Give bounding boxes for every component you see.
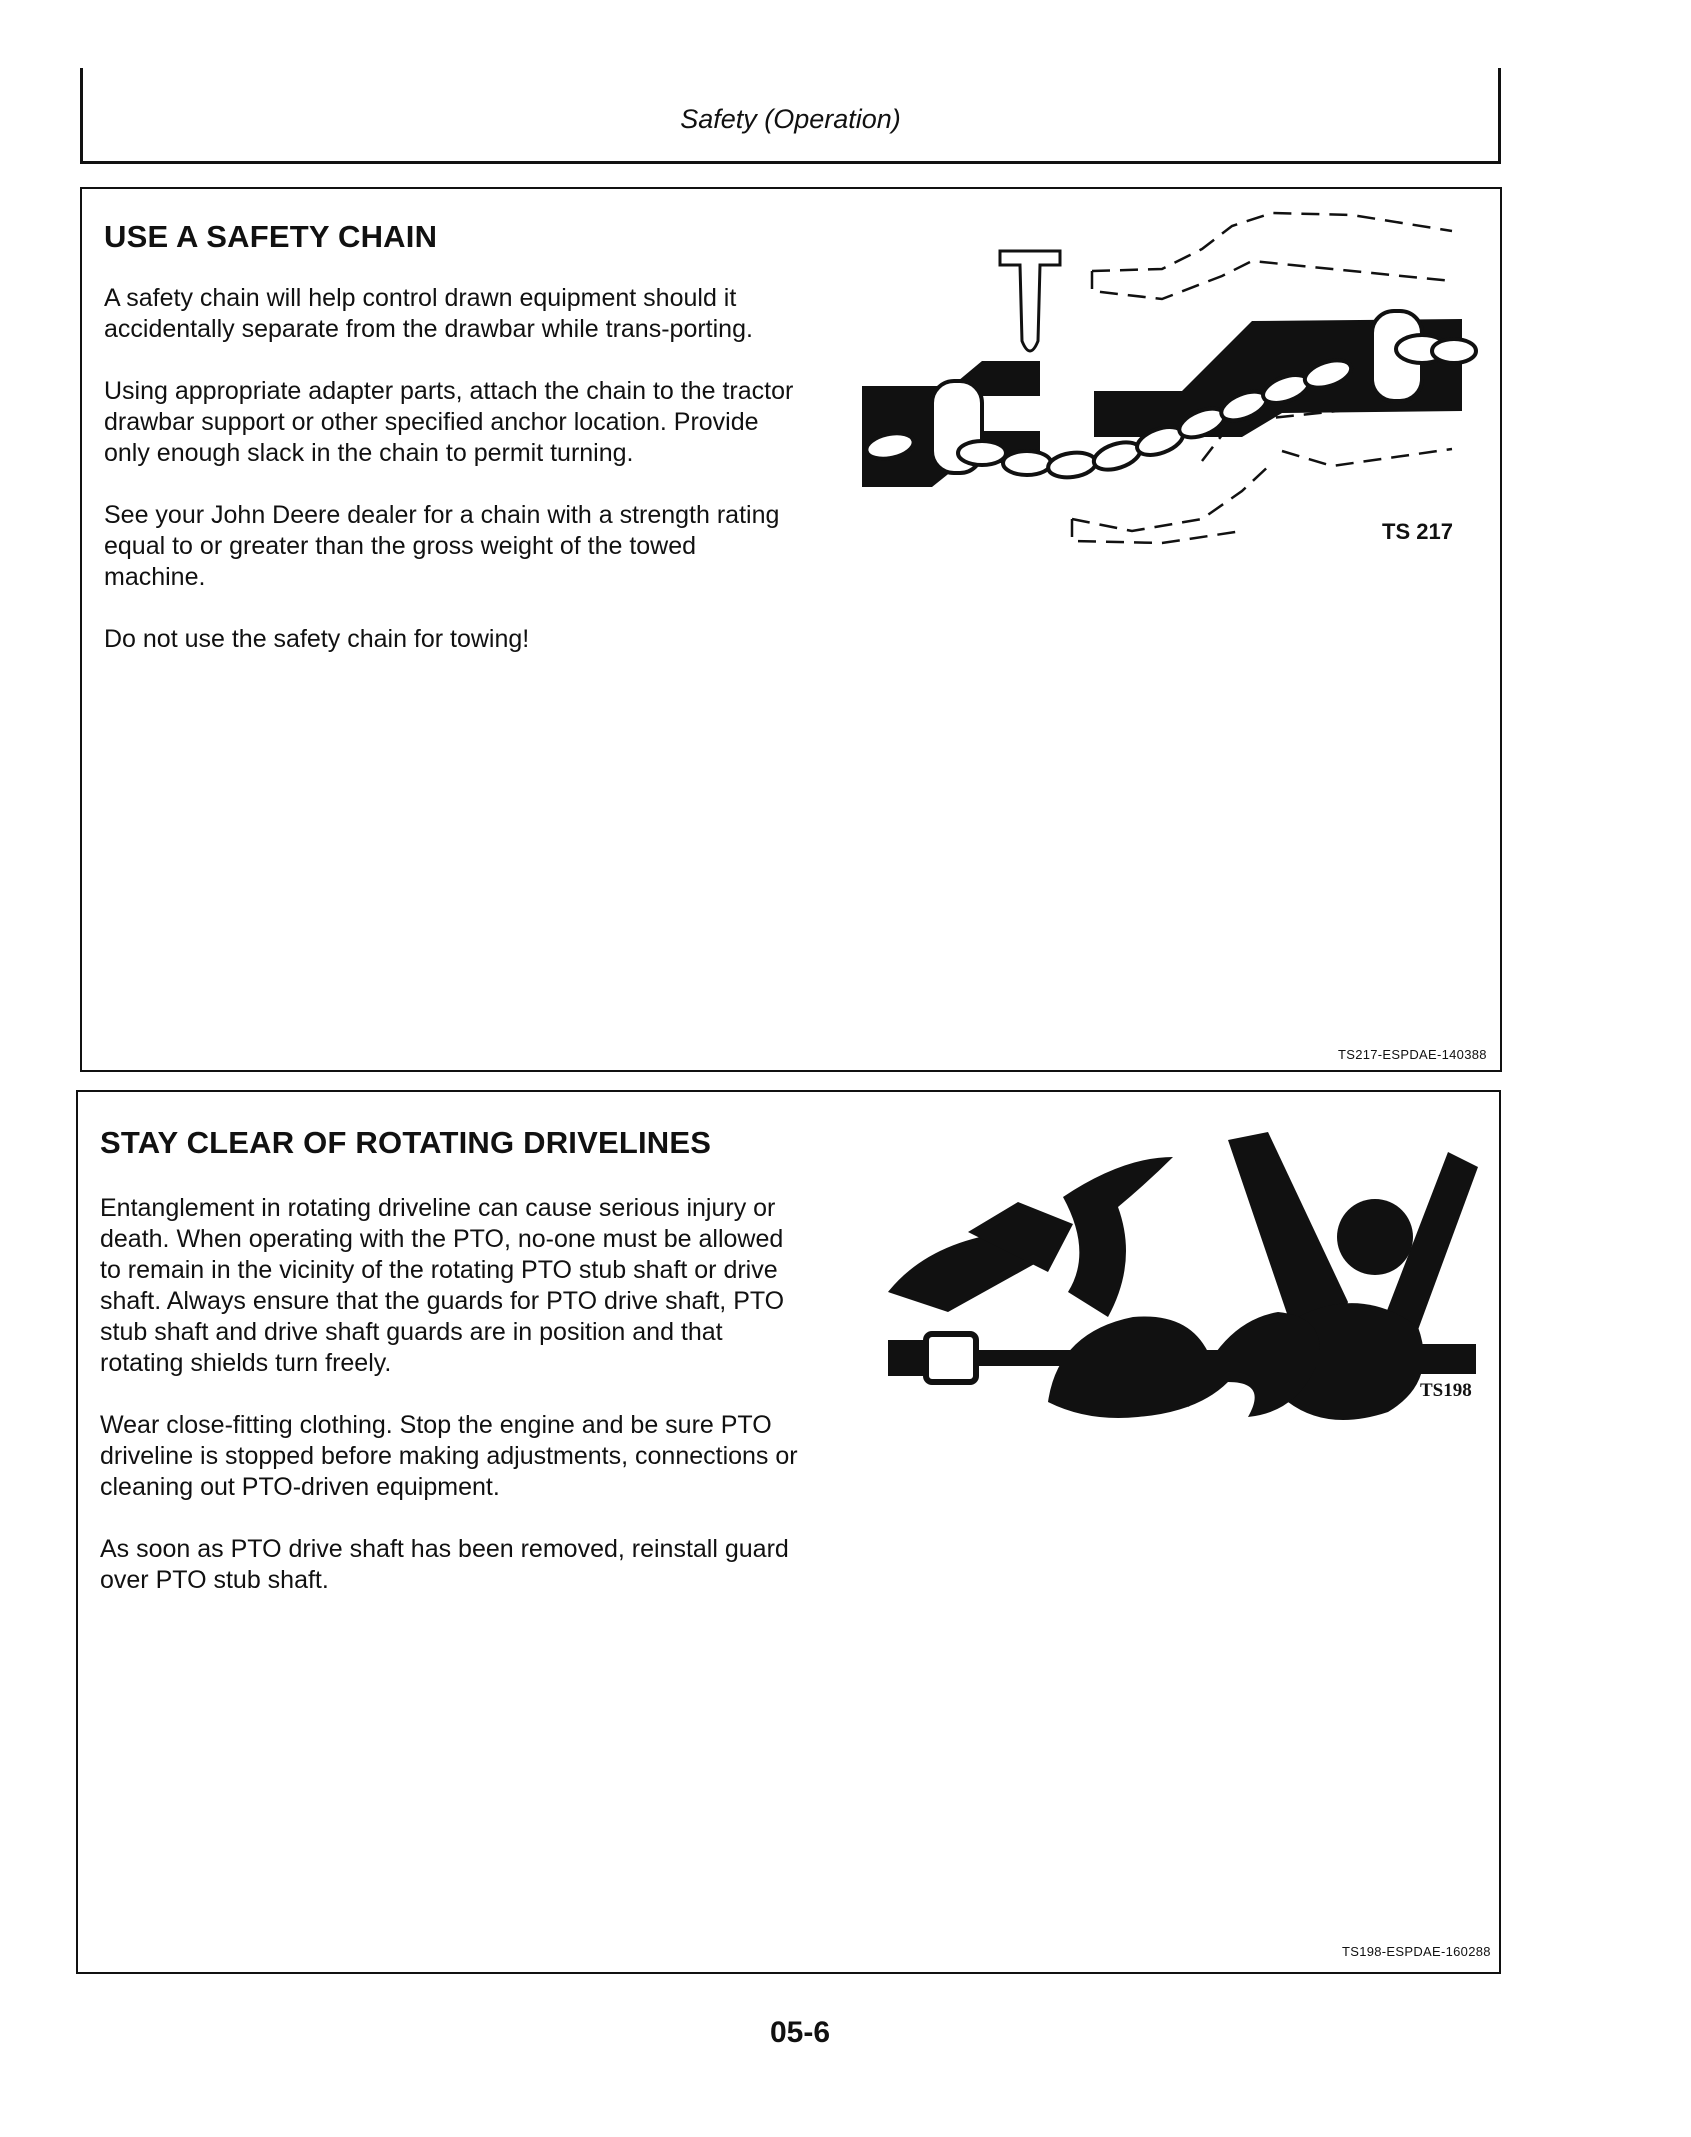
section-safety-chain <box>80 187 1502 1072</box>
page-number: 05-6 <box>769 2016 831 2049</box>
reference-code: TS198-ESPDAE-160288 <box>1342 1944 1491 1959</box>
safety-chain-illustration <box>862 201 1482 551</box>
section-rotating-drivelines <box>76 1090 1501 1974</box>
paragraph: See your John Deere dealer for a chain with a strength rating equal to or greater than the gross weight of the towed machine. <box>104 501 780 591</box>
paragraph: As soon as PTO drive shaft has been removed, reinstall guard over PTO stub shaft. <box>100 1535 789 1594</box>
paragraph: Using appropriate adapter parts, attach the chain to the tractor drawbar support or other specified anchor location. Provide only enough slack in the chain to permit turning. <box>104 377 794 467</box>
reference-code: TS217-ESPDAE-140388 <box>1338 1047 1487 1062</box>
figure-label: TS198 <box>1420 1380 1472 1401</box>
driveline-entanglement-icon <box>888 1112 1478 1422</box>
header-title: Safety (Operation) <box>680 104 901 134</box>
paragraph: Entanglement in rotating driveline can cause serious injury or death. When operating with the PTO, no-one must be allowed to remain in the vicinity of the rotating PTO stub shaft or drive shaft. Always ensure that the guards for PTO drive shaft, PTO stub shaft and drive shaft guards are in position and that rotating shields turn freely. <box>100 1194 785 1377</box>
section-body <box>104 283 804 686</box>
figure-label: TS 217 <box>1382 519 1453 544</box>
section-title: STAY CLEAR OF ROTATING DRIVELINES <box>100 1125 712 1160</box>
paragraph: Do not use the safety chain for towing! <box>104 625 530 653</box>
section-title: USE A SAFETY CHAIN <box>104 219 438 254</box>
paragraph: Wear close-fitting clothing. Stop the engine and be sure PTO driveline is stopped before making adjustments, connections or cleaning out PTO-driven equipment. <box>100 1411 798 1501</box>
paragraph: A safety chain will help control drawn equipment should it accidentally separate from the drawbar while trans-porting. <box>104 284 753 343</box>
section-body <box>100 1193 800 1627</box>
page-header <box>80 68 1501 164</box>
